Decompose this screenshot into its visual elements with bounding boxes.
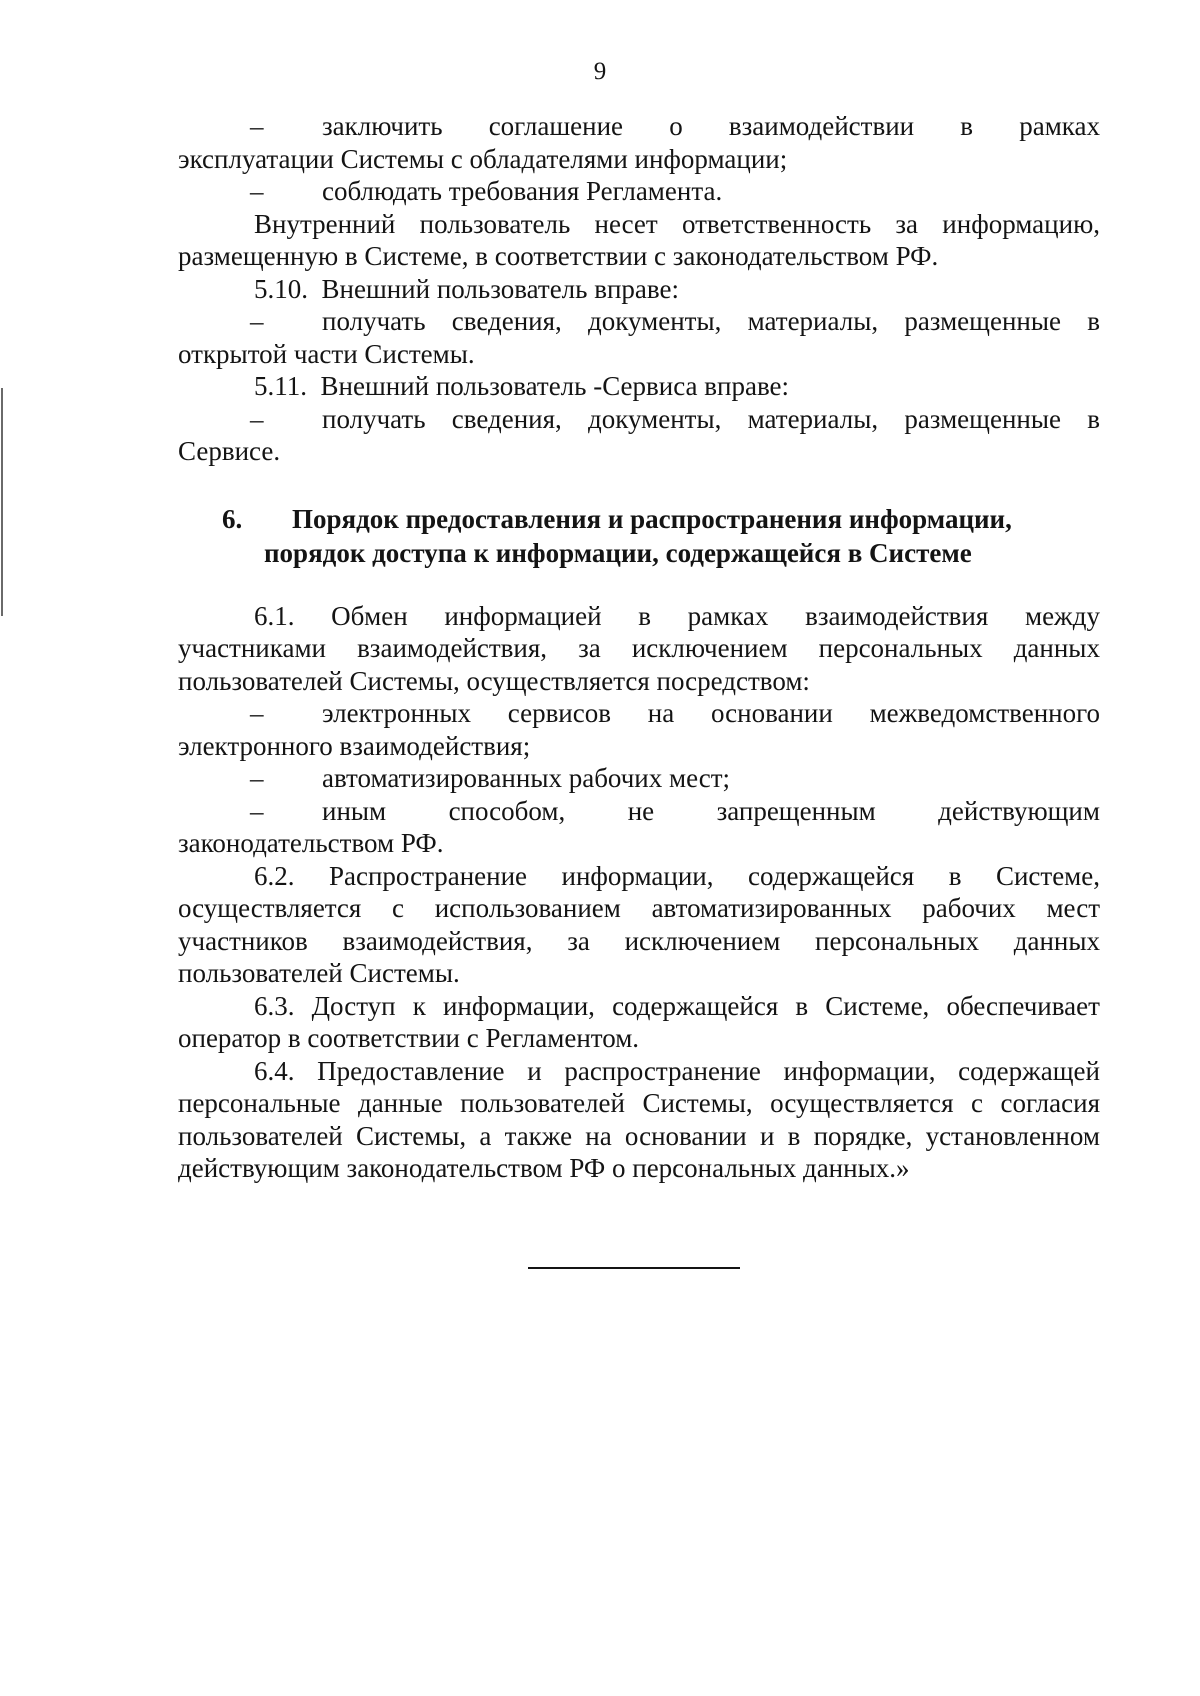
word: исключением xyxy=(631,633,788,663)
word: обеспечивает xyxy=(946,990,1100,1021)
text-line: открытой части Системы. xyxy=(178,338,475,369)
word: размещенные xyxy=(904,306,1061,336)
word: 6.3. xyxy=(254,990,295,1021)
word: данные xyxy=(357,1088,443,1118)
justified-words xyxy=(178,1087,1100,1120)
word: информации, xyxy=(561,860,714,891)
justified-words xyxy=(322,305,1100,338)
word: на xyxy=(647,698,675,728)
word: и xyxy=(759,1120,775,1151)
word: получать xyxy=(322,306,426,336)
word: получать xyxy=(322,403,426,434)
word: основании xyxy=(624,1120,747,1151)
word: персональных xyxy=(818,633,983,663)
word: рамках xyxy=(1019,111,1100,141)
word: взаимодействия xyxy=(805,600,989,631)
section-number: 6. xyxy=(222,503,243,534)
word: содержащейся xyxy=(612,990,779,1021)
word: за xyxy=(567,925,590,956)
word: материалы, xyxy=(747,403,879,434)
word: межведомственного xyxy=(869,698,1100,728)
justified-words xyxy=(178,1120,1100,1153)
word: в xyxy=(1087,306,1100,336)
word: с xyxy=(971,1088,983,1118)
word: Предоставление xyxy=(317,1055,505,1086)
word: действующим xyxy=(938,795,1100,826)
word: соглашение xyxy=(488,111,624,141)
text-line: действующим законодательством РФ о персональных данных.» xyxy=(178,1153,910,1183)
word: а xyxy=(479,1120,492,1151)
word: порядке, xyxy=(813,1120,913,1151)
word: информации, xyxy=(783,1055,936,1086)
text-line: пользователей Системы. xyxy=(178,958,460,988)
word: электронных xyxy=(322,698,471,728)
word: запрещенным xyxy=(716,795,876,826)
word: данных xyxy=(1013,925,1100,956)
dash-bullet: – xyxy=(250,763,264,793)
word: сведения, xyxy=(451,306,562,336)
word: в xyxy=(960,111,974,141)
word: Обмен xyxy=(331,600,408,631)
dash-bullet: – xyxy=(250,795,264,826)
clause-5-10: 5.10. Внешний пользователь вправе: xyxy=(254,273,679,304)
word: пользователь xyxy=(419,208,571,239)
word: ответственность xyxy=(681,208,872,239)
page-number: 9 xyxy=(593,58,607,85)
word: Доступ xyxy=(311,990,396,1021)
word: содержащейся xyxy=(748,860,915,891)
word: в xyxy=(638,600,651,631)
text-line: электронного взаимодействия; xyxy=(178,730,531,761)
text-line xyxy=(178,305,1100,338)
line-text: соблюдать требования Регламента. xyxy=(322,176,723,206)
section-6-heading xyxy=(178,502,1100,570)
word: пользователей xyxy=(178,1120,343,1151)
line-text: автоматизированных рабочих мест; xyxy=(322,763,731,793)
word: к xyxy=(412,990,426,1021)
word: документы, xyxy=(588,403,722,434)
word: материалы, xyxy=(747,306,879,336)
word: распространение xyxy=(564,1055,761,1086)
text-line: пользователей Системы, осуществляется посредством: xyxy=(178,665,810,696)
word: заключить xyxy=(322,111,443,141)
text-line: законодательством РФ. xyxy=(178,828,444,858)
justified-words xyxy=(322,110,1100,143)
word: участников xyxy=(178,925,308,956)
word: также xyxy=(504,1120,573,1151)
dash-bullet: – xyxy=(250,111,264,141)
dash-bullet: – xyxy=(250,698,264,728)
text-line: эксплуатации Системы с обладателями информации; xyxy=(178,143,788,174)
word: способом, xyxy=(448,795,566,826)
word: в xyxy=(795,990,809,1021)
clause-6-4 xyxy=(178,1055,1100,1088)
text-line xyxy=(178,697,1100,730)
word: использованием xyxy=(434,893,621,923)
document-body xyxy=(178,110,1100,1185)
word: на xyxy=(585,1120,612,1151)
word: мест xyxy=(1046,893,1100,923)
heading-line-1: Порядок предоставления и распространения информации, xyxy=(292,503,1012,534)
word: в xyxy=(948,860,962,891)
word: иным xyxy=(322,795,387,826)
word: и xyxy=(527,1055,542,1086)
text-line xyxy=(178,110,1100,143)
word: 6.1. xyxy=(254,600,295,631)
dash-bullet: – xyxy=(250,306,264,336)
justified-words xyxy=(322,403,1100,436)
word: согласия xyxy=(1000,1088,1100,1118)
text-line xyxy=(178,795,1100,828)
word: участниками xyxy=(178,633,326,663)
clause-6-3 xyxy=(178,990,1100,1023)
word: пользователей xyxy=(460,1088,625,1118)
clause-5-11: 5.11. Внешний пользователь -Сервиса вправе: xyxy=(254,371,790,401)
word: взаимодействия, xyxy=(342,925,533,956)
justified-words xyxy=(322,697,1100,730)
word: Системе, xyxy=(995,860,1100,891)
word: рабочих xyxy=(922,893,1016,923)
word: рамках xyxy=(687,600,769,631)
word: осуществляется xyxy=(178,893,362,923)
word: Системы, xyxy=(355,1120,467,1151)
justified-words xyxy=(178,632,1100,665)
word: персональные xyxy=(178,1088,341,1118)
word: в xyxy=(787,1120,801,1151)
word: 6.4. xyxy=(254,1055,295,1086)
text-line: оператор в соответствии с Регламентом. xyxy=(178,1023,640,1053)
word: осуществляется xyxy=(770,1088,954,1118)
word: документы, xyxy=(588,306,722,336)
word: несет xyxy=(594,208,658,239)
word: информацией xyxy=(444,600,602,631)
heading-line-2: порядок доступа к информации, содержащейся в Системе xyxy=(264,537,972,568)
dash-bullet: – xyxy=(250,403,264,434)
word: основании xyxy=(710,698,833,728)
word: автоматизированных xyxy=(651,893,892,923)
word: Внутренний xyxy=(254,208,396,239)
word: в xyxy=(1087,403,1100,434)
word: данных xyxy=(1013,633,1100,663)
word: за xyxy=(578,633,601,663)
word: не xyxy=(627,795,655,826)
word: информации, xyxy=(442,990,595,1021)
dash-bullet: – xyxy=(250,176,264,206)
word: Распространение xyxy=(329,860,528,891)
word: сведения, xyxy=(451,403,562,434)
word: размещенные xyxy=(904,403,1061,434)
word: персональных xyxy=(815,925,979,956)
justified-words xyxy=(178,925,1100,958)
end-separator-line xyxy=(528,1267,740,1269)
word: 6.2. xyxy=(254,860,295,891)
text-line: размещенную в Системе, в соответствии с законодательством РФ. xyxy=(178,241,939,271)
word: сервисов xyxy=(507,698,611,728)
word: о xyxy=(669,111,683,141)
text-line xyxy=(178,403,1100,436)
word: исключением xyxy=(624,925,781,956)
word: взаимодействия, xyxy=(357,633,548,663)
word: Системе, xyxy=(825,990,930,1021)
word: Системы, xyxy=(642,1088,753,1118)
word: за xyxy=(895,208,919,239)
word: взаимодействии xyxy=(728,111,915,141)
word: информацию, xyxy=(942,208,1100,239)
clause-6-2 xyxy=(178,860,1100,893)
scan-edge-mark xyxy=(1,388,3,616)
justified-words xyxy=(322,795,1100,828)
text-line: Сервисе. xyxy=(178,436,281,466)
word: между xyxy=(1024,600,1100,631)
text-line xyxy=(178,175,1100,208)
word: содержащей xyxy=(958,1055,1100,1086)
clause-6-1 xyxy=(178,600,1100,633)
word: с xyxy=(392,893,405,923)
justified-words xyxy=(178,892,1100,925)
text-line xyxy=(178,762,1100,795)
justified-words xyxy=(178,208,1100,241)
word: установленном xyxy=(925,1120,1100,1151)
